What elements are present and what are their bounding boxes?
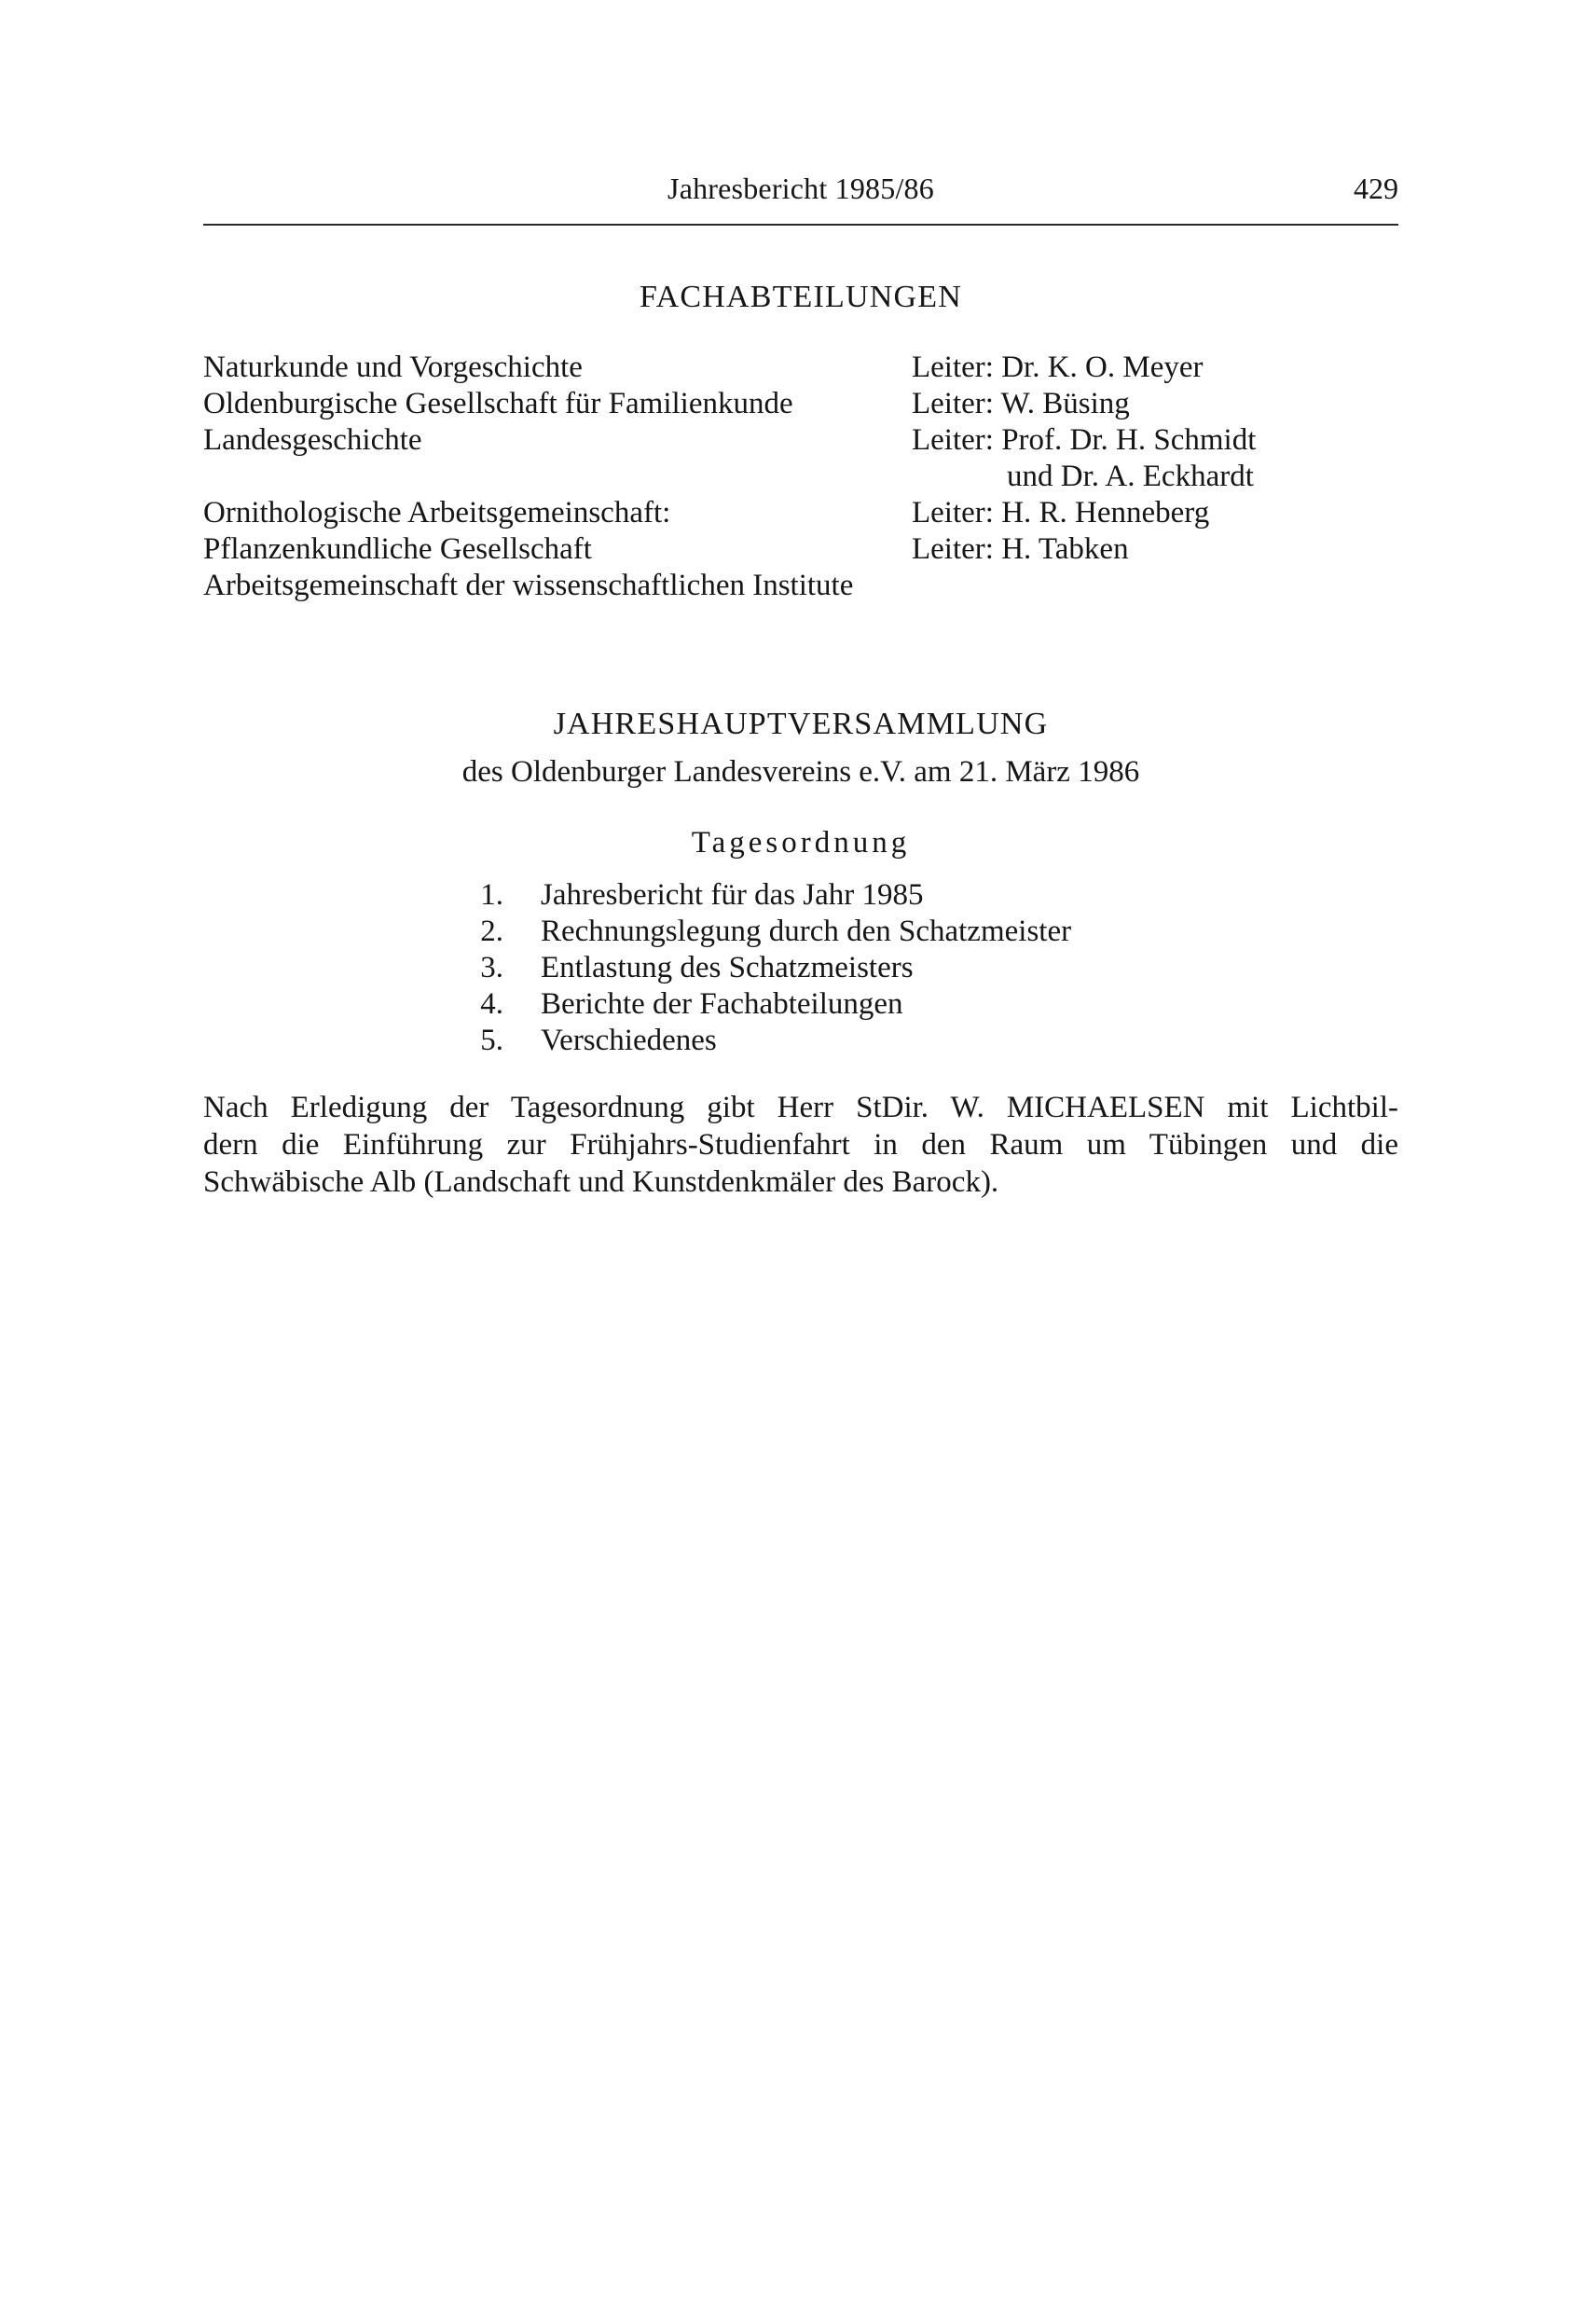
department-leader: Leiter: H. Tabken <box>912 532 1129 566</box>
department-name: Naturkunde und Vorgeschichte <box>203 351 583 384</box>
department-row <box>203 349 1398 386</box>
fachabteilungen-heading: FACHABTEILUNGEN <box>639 280 962 314</box>
running-header <box>203 172 1398 218</box>
agenda-item-number: 3. <box>480 951 503 984</box>
department-name: Oldenburgische Gesellschaft für Familienkunde <box>203 387 793 420</box>
department-name: Ornithologische Arbeitsgemeinschaft: <box>203 496 671 530</box>
department-leader: Leiter: W. Büsing <box>912 387 1130 420</box>
agenda-item-number: 1. <box>480 878 503 912</box>
department-row <box>203 494 1398 531</box>
paragraph-line: dern die Einführung zur Frühjahrs-Studienfahrt in den Raum um Tübingen und die <box>203 1128 1398 1162</box>
department-row <box>203 530 1398 568</box>
agenda-item-text: Verschiedenes <box>541 1024 717 1057</box>
department-leader-continued: und Dr. A. Eckhardt <box>1007 460 1254 493</box>
meeting-subheading: des Oldenburger Landesvereins e.V. am 21. März 1986 <box>461 755 1140 789</box>
department-row <box>203 421 1398 459</box>
paragraph-line: Schwäbische Alb (Landschaft und Kunstdenkmäler des Barock). <box>203 1165 999 1199</box>
jahreshauptversammlung-heading: JAHRESHAUPTVERSAMMLUNG <box>553 707 1049 741</box>
paragraph-line: Nach Erledigung der Tagesordnung gibt Herr StDir. W. MICHAELSEN mit Lichtbil- <box>203 1091 1398 1124</box>
agenda-item-text: Entlastung des Schatzmeisters <box>541 951 914 984</box>
header-rule <box>203 224 1398 226</box>
agenda-title: Tagesordnung <box>691 826 911 860</box>
agenda-item-number: 2. <box>480 915 503 948</box>
department-name: Arbeitsgemeinschaft der wissenschaftlichen Institute <box>203 569 854 602</box>
agenda-item-number: 5. <box>480 1024 503 1057</box>
agenda-item-text: Jahresbericht für das Jahr 1985 <box>541 878 924 912</box>
department-leader: Leiter: Prof. Dr. H. Schmidt <box>912 423 1257 457</box>
department-leader: Leiter: H. R. Henneberg <box>912 496 1210 530</box>
department-row <box>203 458 1398 495</box>
closing-paragraph <box>203 1089 1398 1201</box>
running-title: Jahresbericht 1985/86 <box>667 172 934 205</box>
department-name: Pflanzenkundliche Gesellschaft <box>203 532 592 566</box>
department-name: Landesgeschichte <box>203 423 422 457</box>
agenda-item-number: 4. <box>480 987 503 1021</box>
agenda-item-text: Rechnungslegung durch den Schatzmeister <box>541 915 1072 948</box>
page-number: 429 <box>1354 172 1398 205</box>
department-row <box>203 385 1398 422</box>
agenda-item-text: Berichte der Fachabteilungen <box>541 987 903 1021</box>
department-row <box>203 567 1398 604</box>
department-leader: Leiter: Dr. K. O. Meyer <box>912 351 1204 384</box>
